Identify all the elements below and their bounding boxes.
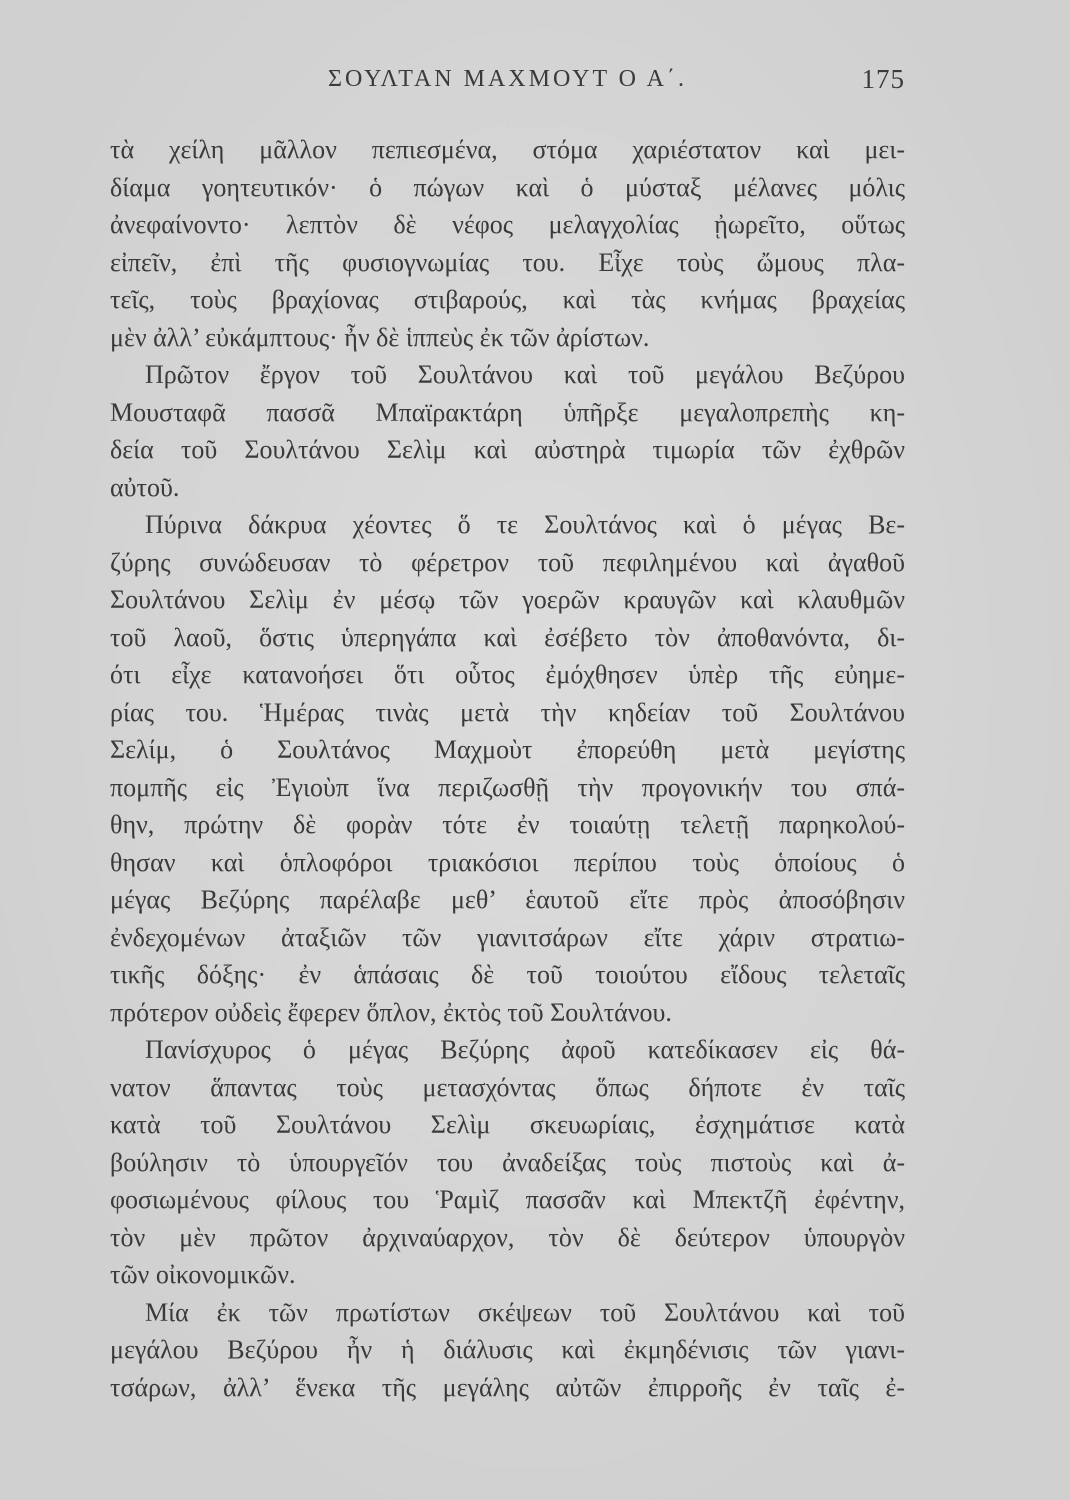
text-line: αὐτοῦ. — [110, 472, 180, 502]
paragraph — [110, 1294, 905, 1407]
text-line: ἐνδεχομένων ἀταξιῶν τῶν γιανιτσάρων εἴτε χάριν στρατιω- — [110, 922, 905, 952]
body-text — [110, 131, 905, 1406]
text-line: Μία ἐκ τῶν πρωτίστων σκέψεων τοῦ Σουλτάνου καὶ τοῦ — [145, 1297, 905, 1327]
text-line: φοσιωμένους φίλους του Ῥαμὶζ πασσᾶν καὶ Μπεκτζῆ ἐφέντην, — [110, 1185, 905, 1214]
text-line: τεῖς, τοὺς βραχίονας στιβαρούς, καὶ τὰς κνήμας βραχείας — [110, 285, 905, 314]
text-line: κατὰ τοῦ Σουλτάνου Σελὶμ σκευωρίαις, ἐσχημάτισε κατὰ — [110, 1110, 905, 1139]
text-line: ἀνεφαίνοντο· λεπτὸν δὲ νέφος μελαγχολίας ᾐωρεῖτο, οὕτως — [110, 210, 905, 239]
text-line: βούλησιν τὸ ὑπουργεῖόν του ἀναδείξας τοὺς πιστοὺς καὶ ἀ- — [110, 1147, 905, 1177]
text-line: Μουσταφᾶ πασσᾶ Μπαϊρακτάρη ὑπῆρξε μεγαλοπρεπὴς κη- — [110, 397, 905, 427]
text-line: τοῦ λαοῦ, ὅστις ὑπερηγάπα καὶ ἐσέβετο τὸν ἀποθανόντα, δι- — [110, 622, 905, 652]
text-line: ρίας του. Ἡμέρας τινὰς μετὰ τὴν κηδείαν τοῦ Σουλτάνου — [110, 697, 905, 727]
text-line: ζύρης συνώδευσαν τὸ φέρετρον τοῦ πεφιλημένου καὶ ἀγαθοῦ — [110, 547, 905, 577]
page-header — [110, 60, 905, 98]
text-line: θησαν καὶ ὁπλοφόροι τριακόσιοι περίπου τοὺς ὁποίους ὁ — [110, 847, 905, 877]
text-line: νατον ἅπαντας τοὺς μετασχόντας ὅπως δήποτε ἐν ταῖς — [110, 1072, 905, 1102]
text-line: τὸν μὲν πρῶτον ἀρχιναύαρχον, τὸν δὲ δεύτερον ὑπουργὸν — [110, 1222, 905, 1252]
text-line: τικῆς δόξης· ἐν ἁπάσαις δὲ τοῦ τοιούτου εἴδους τελεταῖς — [110, 960, 905, 989]
text-line: μὲν ἀλλ’ εὐκάμπτους· ἦν δὲ ἱππεὺς ἐκ τῶν ἀρίστων. — [110, 322, 650, 352]
running-title: ΣΟΥΛΤΑΝ ΜΑΧΜΟΥΤ Ο Α΄. — [327, 66, 688, 92]
text-line: πομπῆς εἰς Ἐγιοὺπ ἵνα περιζωσθῇ τὴν προγονικήν του σπά- — [110, 772, 905, 802]
text-line: θην, πρώτην δὲ φορὰν τότε ἐν τοιαύτῃ τελετῇ παρηκολού- — [110, 810, 905, 839]
text-line: τὰ χείλη μᾶλλον πεπιεσμένα, στόμα χαριέστατον καὶ μει- — [110, 135, 905, 164]
text-line: Σουλτάνου Σελὶμ ἐν μέσῳ τῶν γοερῶν κραυγῶν καὶ κλαυθμῶν — [110, 585, 905, 614]
text-line: Πανίσχυρος ὁ μέγας Βεζύρης ἀφοῦ κατεδίκασεν εἰς θά- — [145, 1035, 905, 1064]
text-line: πρότερον οὐδεὶς ἔφερεν ὅπλον, ἐκτὸς τοῦ Σουλτάνου. — [110, 997, 672, 1027]
paragraph — [110, 131, 905, 356]
text-line: εἰπεῖν, ἐπὶ τῆς φυσιογνωμίας του. Εἶχε τοὺς ὤμους πλα- — [110, 247, 905, 277]
text-line: μέγας Βεζύρης παρέλαβε μεθ’ ἑαυτοῦ εἴτε πρὸς ἀποσόβησιν — [110, 885, 905, 914]
text-line: μεγάλου Βεζύρου ἦν ἡ διάλυσις καὶ ἐκμηδένισις τῶν γιανι- — [110, 1335, 905, 1364]
paragraph — [110, 506, 905, 1031]
paragraph — [110, 1031, 905, 1294]
page-number: 175 — [861, 64, 905, 94]
text-line: τσάρων, ἀλλ’ ἕνεκα τῆς μεγάλης αὐτῶν ἐπιρροῆς ἐν ταῖς ἐ- — [110, 1372, 905, 1402]
text-line: Σελίμ, ὁ Σουλτάνος Μαχμοὺτ ἐπορεύθη μετὰ μεγίστης — [110, 735, 905, 764]
text-line: δεία τοῦ Σουλτάνου Σελὶμ καὶ αὐστηρὰ τιμωρία τῶν ἐχθρῶν — [110, 435, 905, 464]
text-line: ότι εἶχε κατανοήσει ὅτι οὗτος ἐμόχθησεν ὑπὲρ τῆς εὐημε- — [110, 660, 905, 689]
paragraph — [110, 356, 905, 506]
text-line: Πύρινα δάκρυα χέοντες ὅ τε Σουλτάνος καὶ ὁ μέγας Βε- — [145, 510, 905, 539]
text-line: τῶν οἰκονομικῶν. — [110, 1260, 296, 1289]
text-line: δίαμα γοητευτικόν· ὁ πώγων καὶ ὁ μύσταξ μέλανες μόλις — [110, 172, 905, 202]
text-line: Πρῶτον ἔργον τοῦ Σουλτάνου καὶ τοῦ μεγάλου Βεζύρου — [145, 360, 905, 389]
